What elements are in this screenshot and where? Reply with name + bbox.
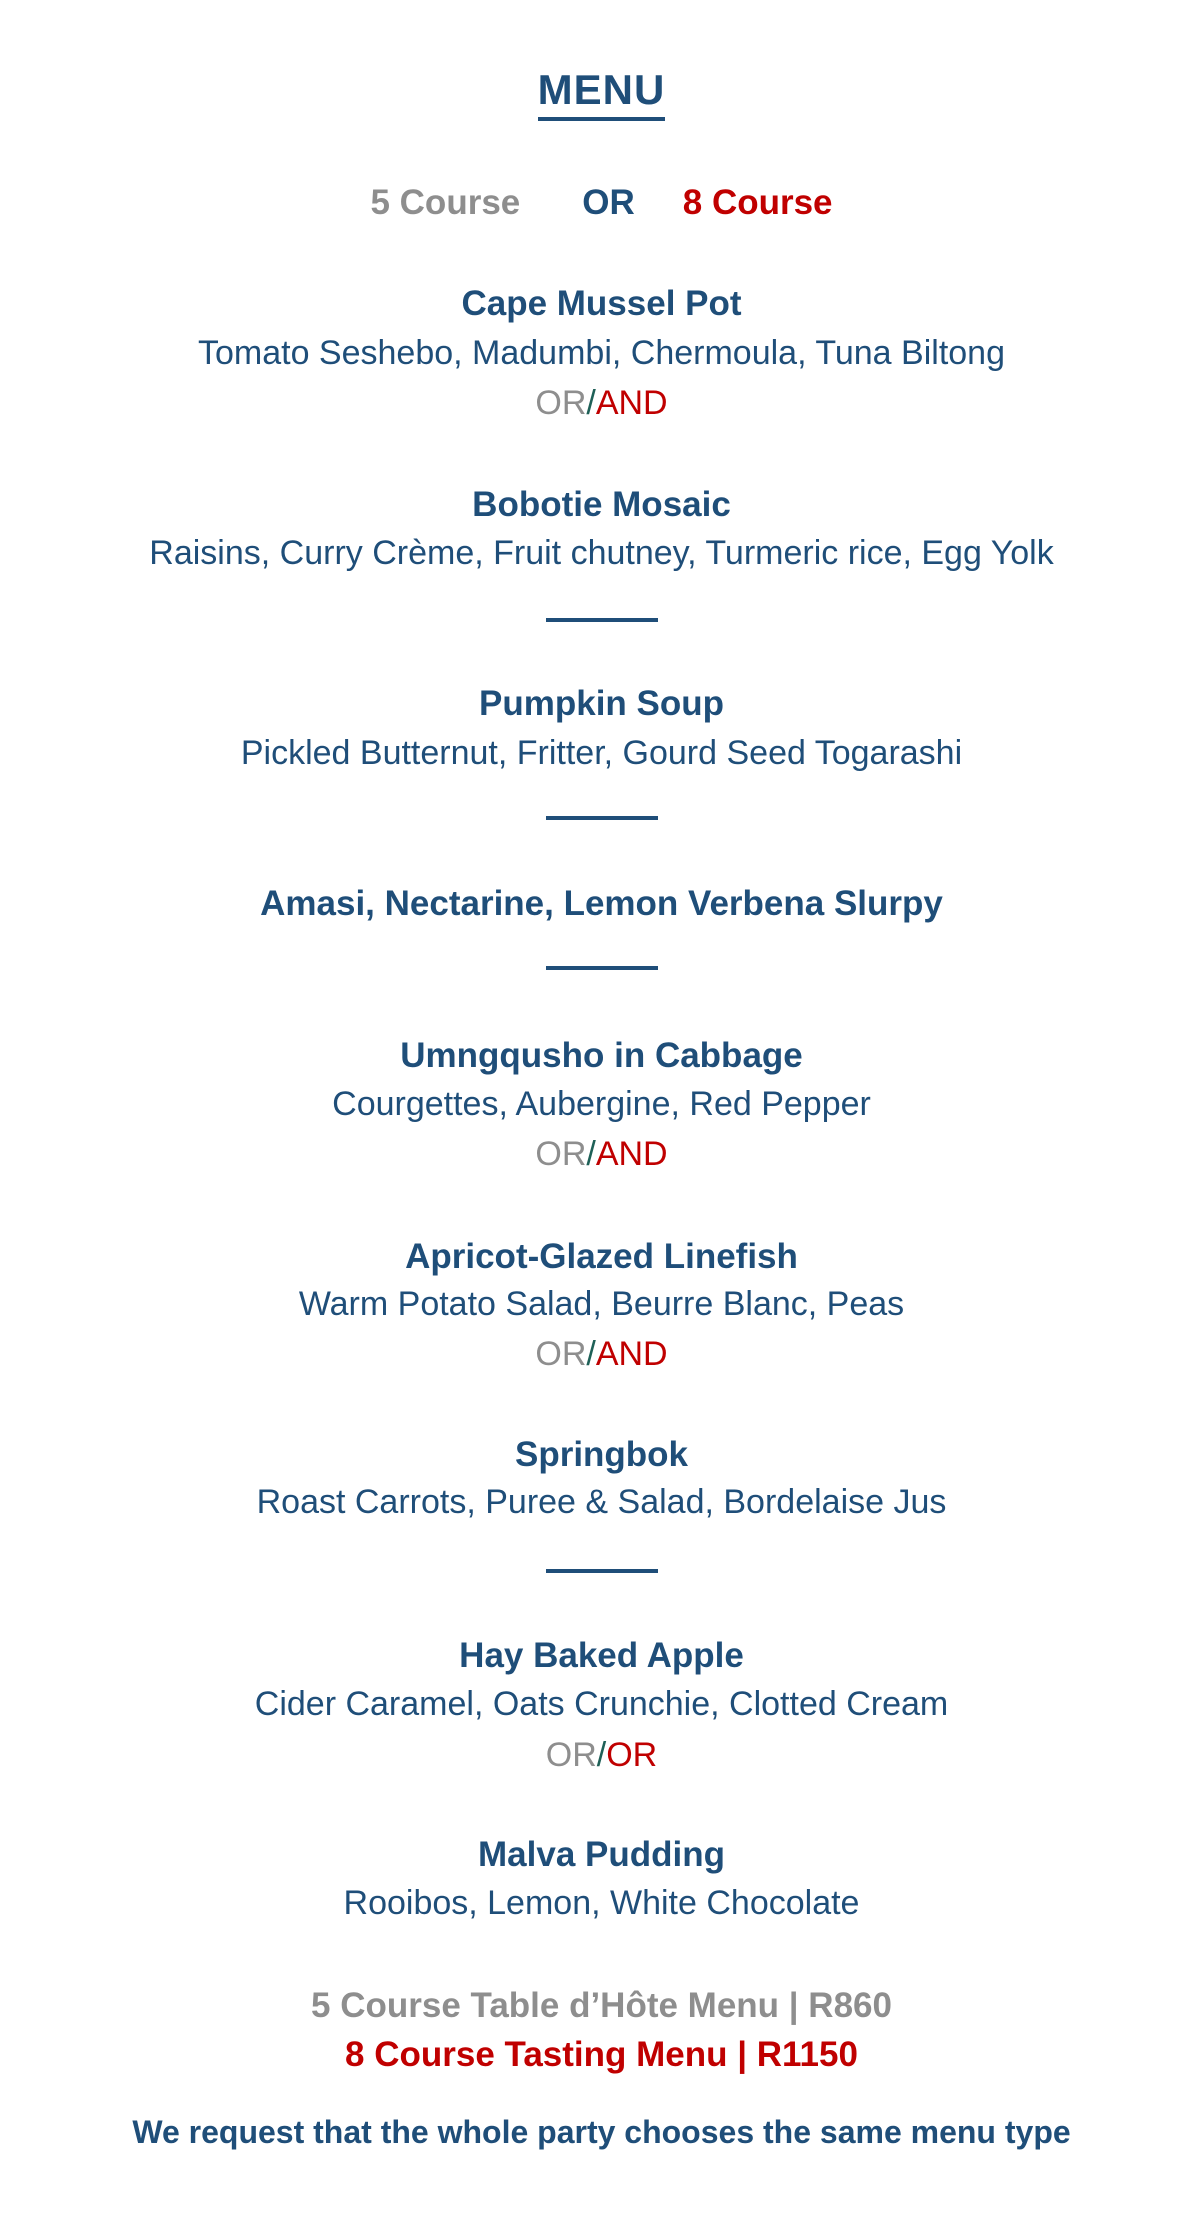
connector-slash: / bbox=[586, 1335, 596, 1373]
course-description: Pickled Butternut, Fritter, Gourd Seed Togarashi bbox=[240, 734, 963, 772]
course-title: Springbok bbox=[514, 1435, 689, 1474]
course-connector bbox=[0, 1135, 1203, 1174]
course-divider bbox=[546, 816, 658, 820]
connector-or: OR bbox=[535, 1135, 587, 1173]
course-description: Roast Carrots, Puree & Salad, Bordelaise Jus bbox=[256, 1483, 947, 1521]
connector-and: AND bbox=[595, 384, 668, 422]
course-title: Amasi, Nectarine, Lemon Verbena Slurpy bbox=[260, 884, 943, 923]
page-title-text: MENU bbox=[538, 66, 666, 121]
selector-5-course: 5 Course bbox=[370, 183, 521, 222]
connector-slash: / bbox=[596, 1736, 607, 1774]
connector-or: OR bbox=[535, 384, 587, 422]
course-title: Cape Mussel Pot bbox=[461, 284, 742, 323]
connector-and: AND bbox=[595, 1335, 668, 1373]
selector-8-course: 8 Course bbox=[682, 183, 833, 222]
course-description: Courgettes, Aubergine, Red Pepper bbox=[332, 1085, 871, 1123]
course-selector bbox=[0, 183, 1203, 223]
course-description: Rooibos, Lemon, White Chocolate bbox=[343, 1884, 860, 1922]
connector-slash: / bbox=[586, 384, 596, 422]
connector-and: AND bbox=[595, 1135, 668, 1173]
party-note: We request that the whole party chooses the same menu type bbox=[132, 2114, 1071, 2150]
connector-slash: / bbox=[586, 1135, 596, 1173]
course-title: Bobotie Mosaic bbox=[472, 485, 731, 524]
eight-course-price: 8 Course Tasting Menu | R1150 bbox=[345, 2035, 858, 2074]
course-connector bbox=[0, 384, 1203, 423]
connector-or: OR bbox=[535, 1335, 587, 1373]
course-title: Pumpkin Soup bbox=[479, 684, 724, 723]
connector-or: OR bbox=[545, 1736, 597, 1774]
five-course-price: 5 Course Table d’Hôte Menu | R860 bbox=[311, 1986, 892, 2025]
course-connector bbox=[0, 1335, 1203, 1374]
course-connector bbox=[0, 1736, 1203, 1775]
course-divider bbox=[546, 966, 658, 970]
course-title: Hay Baked Apple bbox=[459, 1636, 744, 1675]
course-title: Apricot-Glazed Linefish bbox=[405, 1237, 798, 1276]
course-title: Malva Pudding bbox=[478, 1835, 725, 1874]
page-title bbox=[0, 66, 1203, 121]
course-description: Tomato Seshebo, Madumbi, Chermoula, Tuna Biltong bbox=[197, 334, 1005, 372]
course-divider bbox=[546, 1569, 658, 1573]
course-description: Raisins, Curry Crème, Fruit chutney, Turmeric rice, Egg Yolk bbox=[149, 534, 1054, 572]
course-description: Warm Potato Salad, Beurre Blanc, Peas bbox=[298, 1285, 905, 1323]
course-title: Umngqusho in Cabbage bbox=[400, 1036, 803, 1075]
course-divider bbox=[546, 618, 658, 622]
course-description: Cider Caramel, Oats Crunchie, Clotted Cream bbox=[254, 1685, 949, 1723]
connector-or-right: OR bbox=[606, 1736, 658, 1774]
selector-or: OR bbox=[582, 183, 635, 222]
